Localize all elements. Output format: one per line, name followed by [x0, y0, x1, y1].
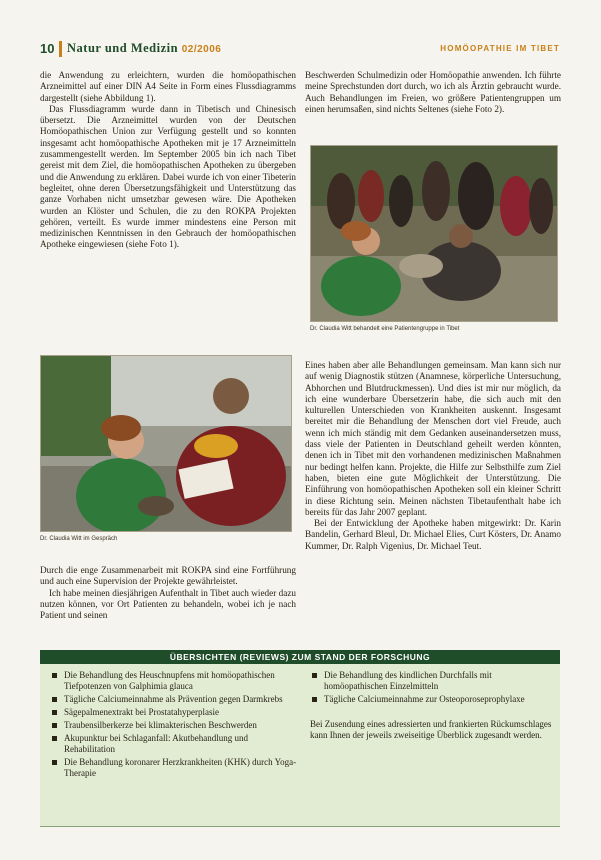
bullet-icon — [52, 760, 57, 765]
review-list-left — [50, 670, 298, 781]
right-column-top — [305, 70, 561, 115]
paragraph: Beschwerden Schulmedizin oder Homöopathie anwenden. Ich führte meine Sprechstunden dort durch, wo ich als Ärztin gebraucht wurde. Auch Behandlungen im Freien, wo größere Patientengruppen um einen herumsaßen, sind nichts Seltenes (siehe Foto 2). — [305, 70, 561, 114]
magazine-name: Natur und Medizin — [67, 41, 179, 55]
paragraph: Bei der Entwicklung der Apotheke haben mitgewirkt: Dr. Karin Bandelin, Gerhard Bleul, Dr. Michael Elies, Curt Kösters, Dr. Anamo Kummer, Dr. Ralph Vigenius, Dr. Michael Teut. — [305, 518, 561, 551]
page-header — [40, 40, 560, 60]
bottom-rule — [40, 826, 560, 827]
list-item-text: Tägliche Calciumeinnahme zur Osteoporoseprophylaxe — [324, 694, 525, 704]
list-item — [50, 733, 298, 755]
paragraph: die Anwendung zu erleichtern, wurden die homöopathischen Arzneimittel auf einer DIN A4 Seite in Form eines Flussdiagramms dargestellt (siehe Abbildung 1). — [40, 70, 296, 103]
issue-number: 02/2006 — [181, 44, 222, 55]
list-item-text: Akupunktur bei Schlaganfall: Akutbehandlung und Rehabilitation — [64, 733, 248, 754]
list-item — [50, 720, 298, 731]
magazine-title — [67, 41, 221, 56]
bullet-icon — [52, 723, 57, 728]
list-item-text: Die Behandlung des Heuschnupfens mit homöopathischen Tiefpotenzen von Galphimia glauca — [64, 670, 275, 691]
bullet-icon — [52, 736, 57, 741]
paragraph: Eines haben aber alle Behandlungen gemeinsam. Man kann sich nur auf wenig Diagnostik stützen (Anamnese, körperliche Untersuchung, Abhorchen und Blutdruckmessen). Und dies ist mir nur möglich, da ich eine wunderbare Übersetzerin habe, die sich auch mit den kulturellen Unterschieden von Krankheiten auskennt. Insgesamt bereitet mir die Behandlung der Menschen dort viel Freude, auch wenn ich mich ständig mit dem Gedanken auseinandersetzen muss, dass viele der Patienten in Deutschland geheilt werden könnten, denen ich in Tibet mit den vorhandenen medizinischen Maßnahmen nur bedingt helfen kann. Projekte, die Hilfe zur Selbsthilfe zum Ziel haben, bieten eine gute Möglichkeit der Unterstützung. Die Einführung von homöopathischen Apotheken soll ein kleiner Schritt in diese Richtung sein. Meinen nächsten Tibetaufenthalt habe ich bereits für das Jahr 2007 geplant. — [305, 360, 561, 517]
section-title: HOMÖOPATHIE IM TIBET — [440, 44, 560, 53]
list-item — [50, 757, 298, 779]
bullet-icon — [312, 697, 317, 702]
list-item — [310, 694, 554, 705]
photo-patient-group-image — [311, 146, 557, 321]
review-box-title: ÜBERSICHTEN (REVIEWS) ZUM STAND DER FORSCHUNG — [169, 652, 431, 662]
bullet-icon — [52, 710, 57, 715]
review-box-header — [40, 650, 560, 664]
list-item — [50, 694, 298, 705]
review-box — [40, 650, 560, 826]
review-list-right — [310, 670, 554, 741]
paragraph: Ich habe meinen diesjährigen Aufenthalt in Tibet auch wieder dazu nutzen können, vor Ort Patienten zu behandeln, wobei ich je nach Patient und seinen — [40, 587, 296, 621]
left-column-top — [40, 70, 296, 251]
paragraph: Das Flussdiagramm wurde dann in Tibetisch und Chinesisch übersetzt. Die Arzneimittel wurden von der Deutschen Homöopathischen Union zur Verfügung gestellt und so konnten insgesamt acht homöopathische Apotheken mit je 17 Arzneimitteln zusammengestellt werden. Im September 2005 bin ich nach Tibet gereist mit dem Ziel, die homöopathischen Apotheken zu übergeben und die Anwendung zu erklären. Dabei wurde ich von einer Tibeterin begleitet, ohne deren Übersetzungsfähigkeit und Unterstützung das ganze Vorhaben nicht umsetzbar gewesen wäre. Die Apotheken wurden an Klöster und Schulen, die zu den ROKPA Projekten gehören, verteilt. Es wurde immer mindestens eine Person mit medizinischen Kenntnissen in den Gebrauch der homöopathischen Apotheke eingewiesen (siehe Foto 1). — [40, 103, 296, 250]
list-item-text: Die Behandlung des kindlichen Durchfalls mit homöopathischen Einzelmitteln — [324, 670, 492, 691]
list-item — [50, 670, 298, 692]
list-item-text: Traubensilberkerze bei klimakterischen Beschwerden — [64, 720, 257, 730]
paragraph: Durch die enge Zusammenarbeit mit ROKPA sind eine Fortführung und auch eine Supervision der Projekte gewährleistet. — [40, 565, 296, 587]
header-divider — [59, 41, 62, 57]
list-item-text: Die Behandlung koronarer Herzkrankheiten (KHK) durch Yoga-Therapie — [64, 757, 297, 778]
review-box-note: Bei Zusendung eines adressierten und frankierten Rückumschlages kann Ihnen der jeweils zweiseitige Überblick zugesandt werden. — [310, 719, 552, 740]
photo-caption-right: Dr. Claudia Witt behandelt eine Patientengruppe in Tibet — [310, 326, 460, 332]
right-column-bottom — [305, 360, 561, 552]
photo-caption-left: Dr. Claudia Witt im Gespräch — [40, 536, 118, 542]
bullet-icon — [52, 697, 57, 702]
list-item-text: Tägliche Calciumeinnahme als Prävention gegen Darmkrebs — [64, 694, 283, 704]
photo-conversation-image — [41, 356, 291, 531]
page-number: 10 — [40, 41, 55, 56]
photo-patient-group — [310, 145, 558, 322]
list-item — [310, 670, 554, 692]
bullet-icon — [312, 673, 317, 678]
list-item — [50, 707, 298, 718]
left-column-bottom — [40, 565, 296, 621]
photo-conversation — [40, 355, 292, 532]
list-item-text: Sägepalmenextrakt bei Prostatahyperplasie — [64, 707, 219, 717]
bullet-icon — [52, 673, 57, 678]
